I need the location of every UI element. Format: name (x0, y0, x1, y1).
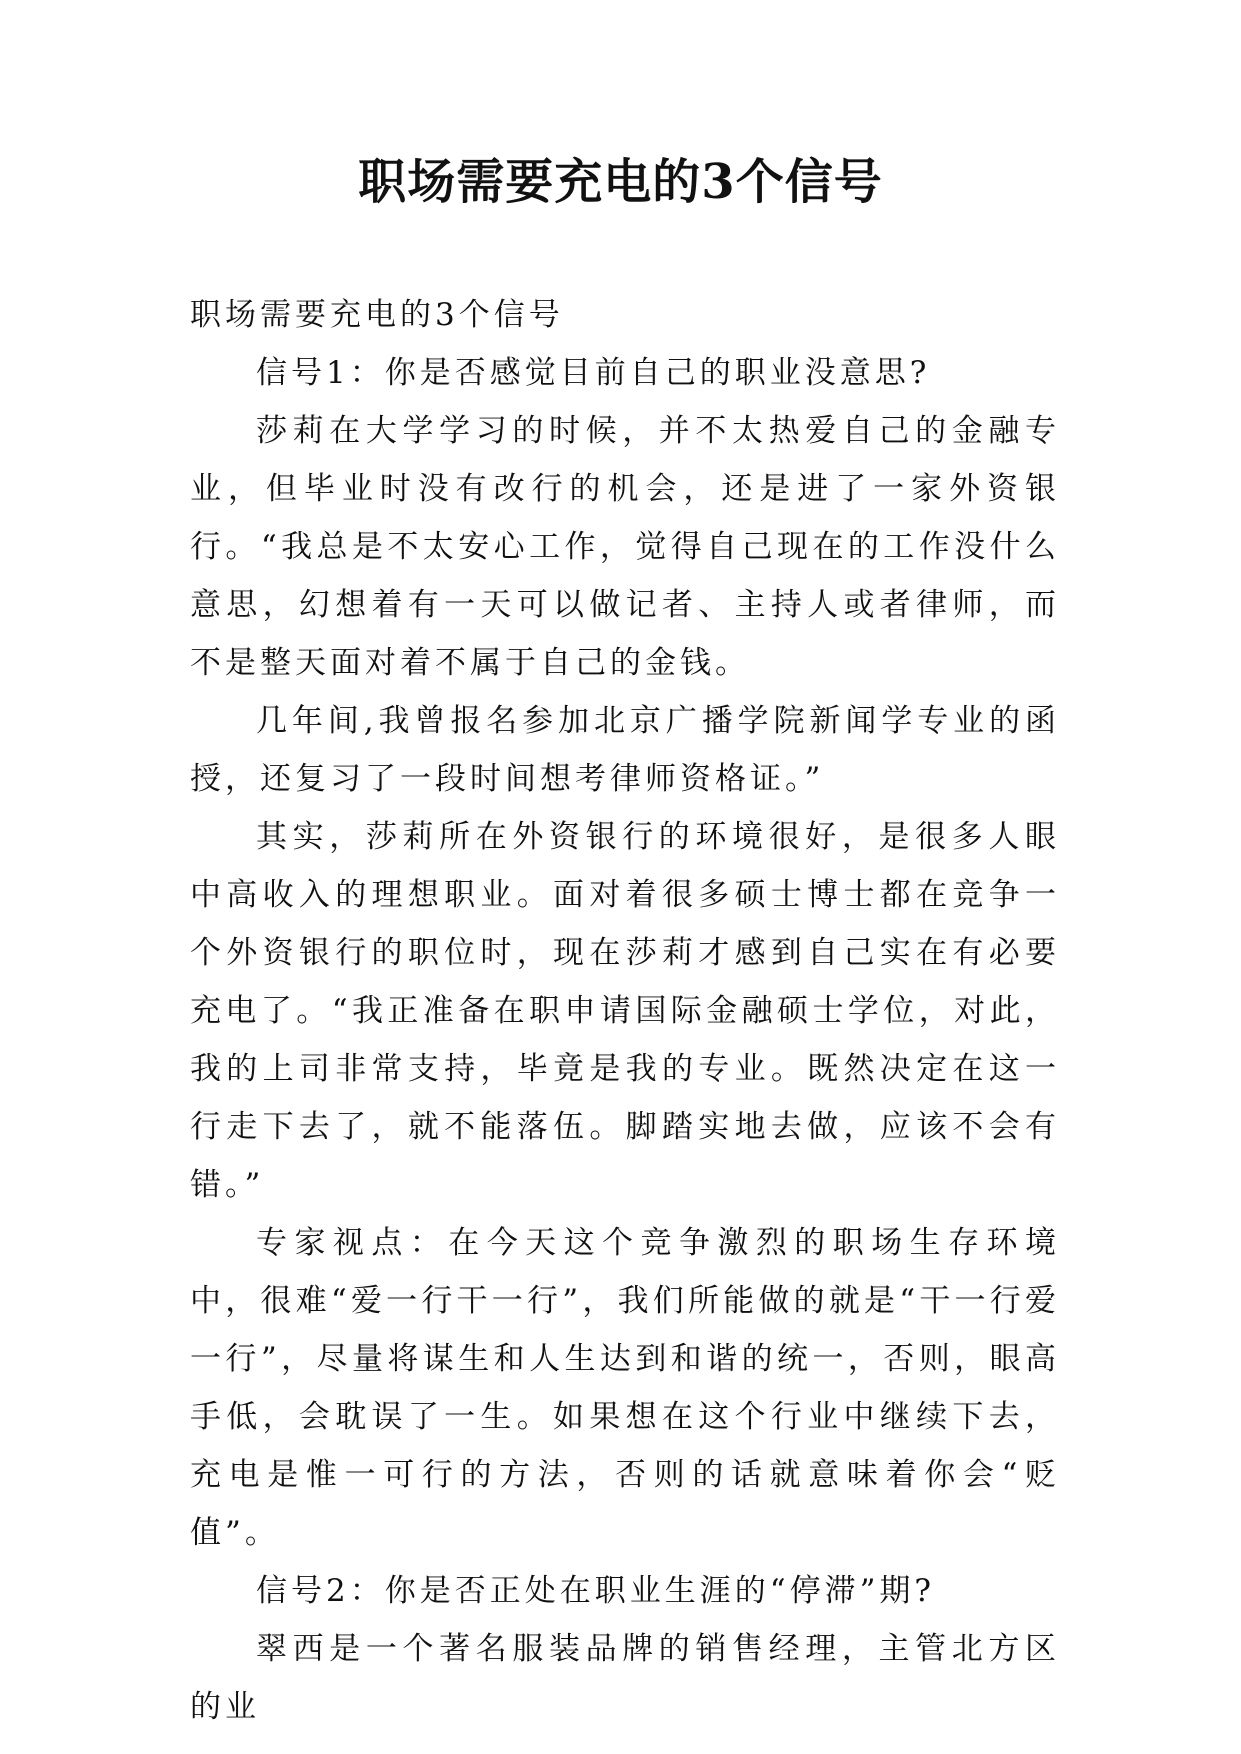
paragraph-expert-view: 专家视点：在今天这个竞争激烈的职场生存环境中，很难“爱一行干一行”，我们所能做的就是“干一行爱一行”，尽量将谋生和人生达到和谐的统一，否则，眼高手低，会耽误了一生。如果想在这个行业中继续下去，充电是惟一可行的方法，否则的话就意味着你会“贬值”。 (190, 1225, 1060, 1551)
paragraph-signal-1: 信号1：你是否感觉目前自己的职业没意思? (256, 355, 931, 391)
paragraph: 翠西是一个著名服装品牌的销售经理，主管北方区的业 (190, 1631, 1060, 1725)
paragraph: 莎莉在大学学习的时候，并不太热爱自己的金融专业，但毕业时没有改行的机会，还是进了一家外资银行。“我总是不太安心工作，觉得自己现在的工作没什么意思，幻想着有一天可以做记者、主持人或者律师，而不是整天面对着不属于自己的金钱。 (190, 413, 1060, 681)
paragraph-signal-2: 信号2：你是否正处在职业生涯的“停滞”期? (256, 1573, 936, 1609)
document-title: 职场需要充电的3个信号 (358, 154, 883, 210)
paragraph-heading: 职场需要充电的3个信号 (190, 297, 564, 333)
paragraph: 几年间,我曾报名参加北京广播学院新闻学专业的函授，还复习了一段时间想考律师资格证。” (190, 703, 1060, 797)
paragraph: 其实，莎莉所在外资银行的环境很好，是很多人眼中高收入的理想职业。面对着很多硕士博士都在竞争一个外资银行的职位时，现在莎莉才感到自己实在有必要充电了。“我正准备在职申请国际金融硕士学位，对此，我的上司非常支持，毕竟是我的专业。既然决定在这一行走下去了，就不能落伍。脚踏实地去做，应该不会有错。” (190, 819, 1060, 1203)
document-body (190, 286, 1060, 1736)
